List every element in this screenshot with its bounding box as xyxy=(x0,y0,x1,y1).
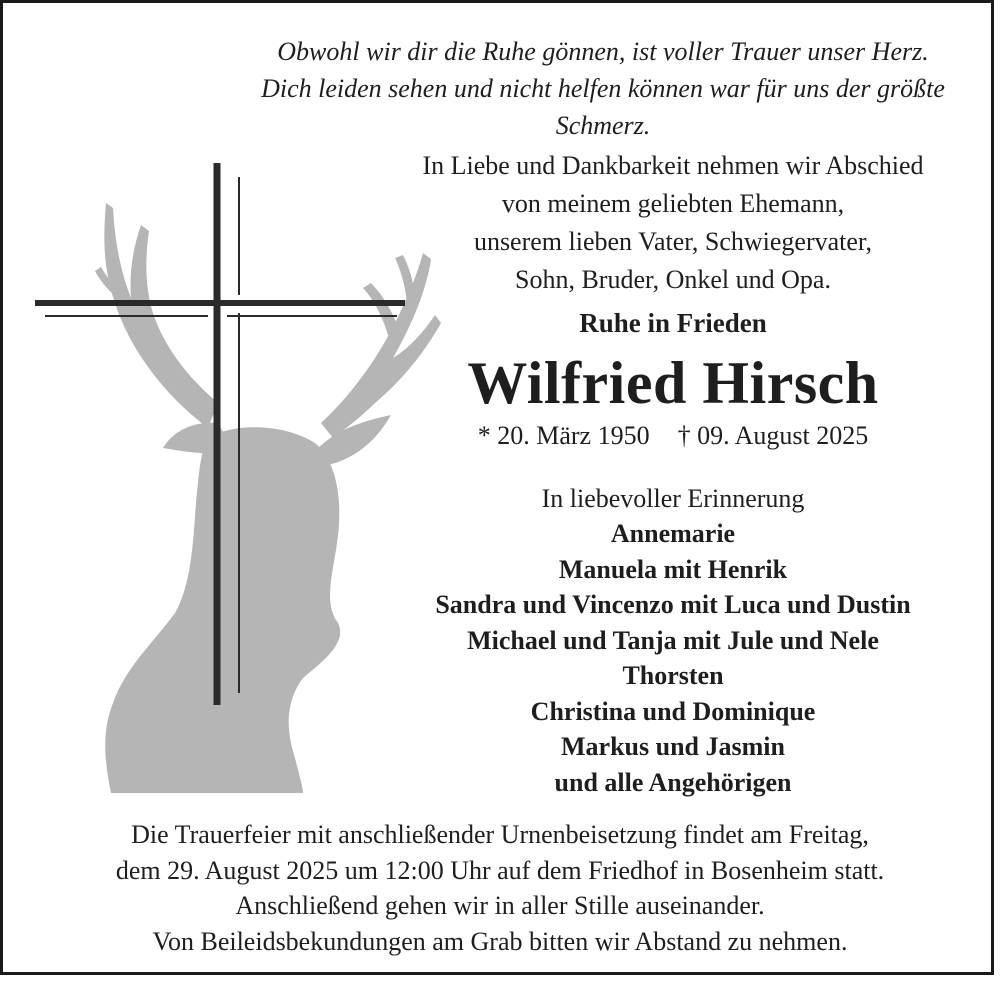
mourner-entry: Christina und Dominique xyxy=(530,696,816,726)
farewell-line: In Liebe und Dankbarkeit nehmen wir Abschied xyxy=(422,151,924,180)
farewell-line: Sohn, Bruder, Onkel und Opa. xyxy=(515,265,831,294)
service-line: Von Beileidsbekundungen am Grab bitten wir Abstand zu nehmen. xyxy=(152,926,848,956)
mourner-entry: Michael und Tanja mit Jule und Nele xyxy=(467,625,879,655)
mourners-list xyxy=(333,516,1000,800)
poem-verse xyxy=(233,33,973,144)
service-line: Die Trauerfeier mit anschließender Urnenbeisetzung findet am Freitag, xyxy=(131,820,869,849)
mourner-entry: Manuela mit Henrik xyxy=(558,554,788,584)
rest-in-peace-heading: Ruhe in Frieden xyxy=(579,308,767,338)
death-date: † 09. August 2025 xyxy=(677,421,869,450)
life-dates xyxy=(333,421,1000,451)
mourner-entry: Annemarie xyxy=(610,519,736,548)
memory-intro: In liebevoller Erinnerung xyxy=(541,484,805,513)
mourner-entry: und alle Angehörigen xyxy=(554,767,792,797)
deceased-name: Wilfried Hirsch xyxy=(467,350,879,416)
mourner-entry: Sandra und Vincenzo mit Luca und Dustin xyxy=(435,590,911,619)
farewell-line: von meinem geliebten Ehemann, xyxy=(501,189,845,218)
service-line: Anschließend gehen wir in aller Stille auseinander. xyxy=(235,891,765,920)
poem-line: Dich leiden sehen und nicht helfen können war für uns der größte xyxy=(261,74,945,103)
birth-date: * 20. März 1950 xyxy=(477,421,650,450)
mourner-entry: Thorsten xyxy=(622,661,724,690)
poem-line: Obwohl wir dir die Ruhe gönnen, ist voller Trauer unser Herz. xyxy=(277,37,929,66)
poem-line: Schmerz. xyxy=(555,111,651,140)
funeral-service-info xyxy=(3,817,997,959)
mourner-entry: Markus und Jasmin xyxy=(561,732,785,761)
farewell-line: unserem lieben Vater, Schwiegervater, xyxy=(473,227,873,256)
service-line: dem 29. August 2025 um 12:00 Uhr auf dem Friedhof in Bosenheim statt. xyxy=(115,855,885,885)
farewell-text xyxy=(343,147,1000,299)
